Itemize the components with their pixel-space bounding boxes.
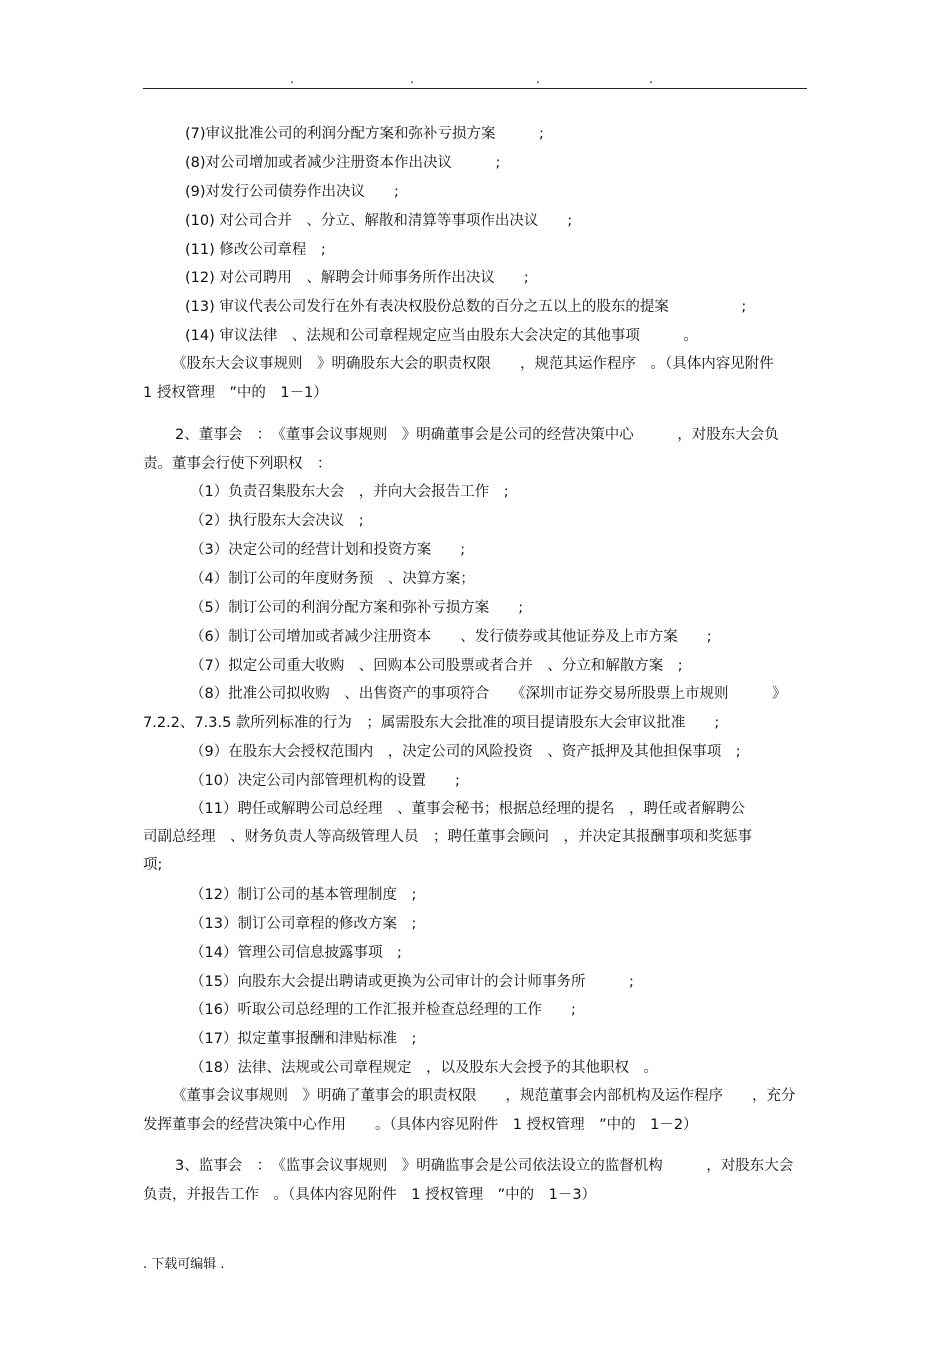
paragraph-line: 7.2.2、7.3.5 款所列标准的行为 ；属需股东大会批准的项目提请股东大会审议批准 ;	[143, 715, 720, 731]
header-dot: .	[290, 72, 294, 86]
paragraph-line: 责。董事会行使下列职权 ：	[143, 456, 332, 472]
list-item: （4）制订公司的年度财务预 、决算方案；	[190, 571, 475, 587]
list-item: （8）批准公司拟收购 、出售资产的事项符合 《深圳市证券交易所股票上市规则 》	[190, 686, 787, 702]
list-item: （13）制订公司章程的修改方案 ;	[190, 916, 417, 932]
list-item: （2）执行股东大会决议 ;	[190, 513, 364, 529]
page-footer: . 下载可编辑 .	[143, 1257, 225, 1272]
list-item: (13) 审议代表公司发行在外有表决权股份总数的百分之五以上的股东的提案 ;	[185, 299, 747, 315]
section-heading: 2、董事会 ： 《董事会议事规则 》明确董事会是公司的经营决策中心 ，对股东大会负	[175, 427, 779, 443]
page-header	[0, 72, 950, 86]
list-item: （6）制订公司增加或者减少注册资本 、发行债券或其他证券及上市方案 ;	[190, 629, 712, 645]
list-item: （1）负责召集股东大会 ，并向大会报告工作 ;	[190, 484, 509, 500]
list-item: （5）制订公司的利润分配方案和弥补亏损方案 ;	[190, 600, 524, 616]
paragraph-line: 司副总经理 、财务负责人等高级管理人员 ；聘任董事会顾问 ，并决定其报酬事项和奖惩事	[143, 829, 752, 845]
header-dot: .	[536, 72, 540, 86]
list-item: （17）拟定董事报酬和津贴标准 ;	[190, 1031, 417, 1047]
section-heading: 3、监事会 ： 《监事会议事规则 》明确监事会是公司依法设立的监督机构 ，对股东大会	[175, 1158, 794, 1174]
paragraph-line: 《董事会议事规则 》明确了董事会的职责权限 ，规范董事会内部机构及运作程序 ，充分	[172, 1088, 796, 1104]
list-item: （3）决定公司的经营计划和投资方案 ;	[190, 542, 466, 558]
list-item: (11) 修改公司章程 ;	[185, 242, 326, 258]
list-item: （18）法律、法规或公司章程规定 ，以及股东大会授予的其他职权 。	[190, 1060, 658, 1076]
list-item: （11）聘任或解聘公司总经理 、董事会秘书；根据总经理的提名 ，聘任或者解聘公	[190, 801, 745, 817]
list-item: (9)对发行公司债券作出决议 ;	[185, 184, 399, 200]
list-item: (7)审议批准公司的利润分配方案和弥补亏损方案 ;	[185, 126, 544, 142]
paragraph-line: 1 授权管理 ”中的 1－1）	[143, 385, 328, 401]
paragraph-line: 《股东大会议事规则 》明确股东大会的职责权限 ，规范其运作程序 。（具体内容见附件	[172, 356, 774, 372]
list-item: （14）管理公司信息披露事项 ;	[190, 945, 402, 961]
list-item: （9）在股东大会授权范围内 ，决定公司的风险投资 、资产抵押及其他担保事项 ;	[190, 744, 741, 760]
list-item: (8)对公司增加或者减少注册资本作出决议 ;	[185, 155, 501, 171]
list-item: (14) 审议法律 、法规和公司章程规定应当由股东大会决定的其他事项 。	[185, 328, 698, 344]
header-dot: .	[649, 72, 653, 86]
paragraph-line: 发挥董事会的经营决策中心作用 。（具体内容见附件 1 授权管理 ”中的 1－2）	[143, 1117, 698, 1133]
list-item: (10) 对公司合并 、分立、解散和清算等事项作出决议 ;	[185, 213, 573, 229]
list-item: （16）听取公司总经理的工作汇报并检查总经理的工作 ;	[190, 1002, 576, 1018]
list-item: （7）拟定公司重大收购 、回购本公司股票或者合并 、分立和解散方案 ;	[190, 658, 683, 674]
list-item: （10）决定公司内部管理机构的设置 ;	[190, 773, 460, 789]
header-rule	[143, 88, 807, 89]
header-dot: .	[410, 72, 414, 86]
list-item: (12) 对公司聘用 、解聘会计师事务所作出决议 ;	[185, 270, 529, 286]
list-item: （15）向股东大会提出聘请或更换为公司审计的会计师事务所 ;	[190, 974, 634, 990]
paragraph-line: 项;	[143, 857, 163, 873]
paragraph-line: 负责，并报告工作 。（具体内容见附件 1 授权管理 ”中的 1－3）	[143, 1187, 597, 1203]
list-item: （12）制订公司的基本管理制度 ;	[190, 887, 417, 903]
